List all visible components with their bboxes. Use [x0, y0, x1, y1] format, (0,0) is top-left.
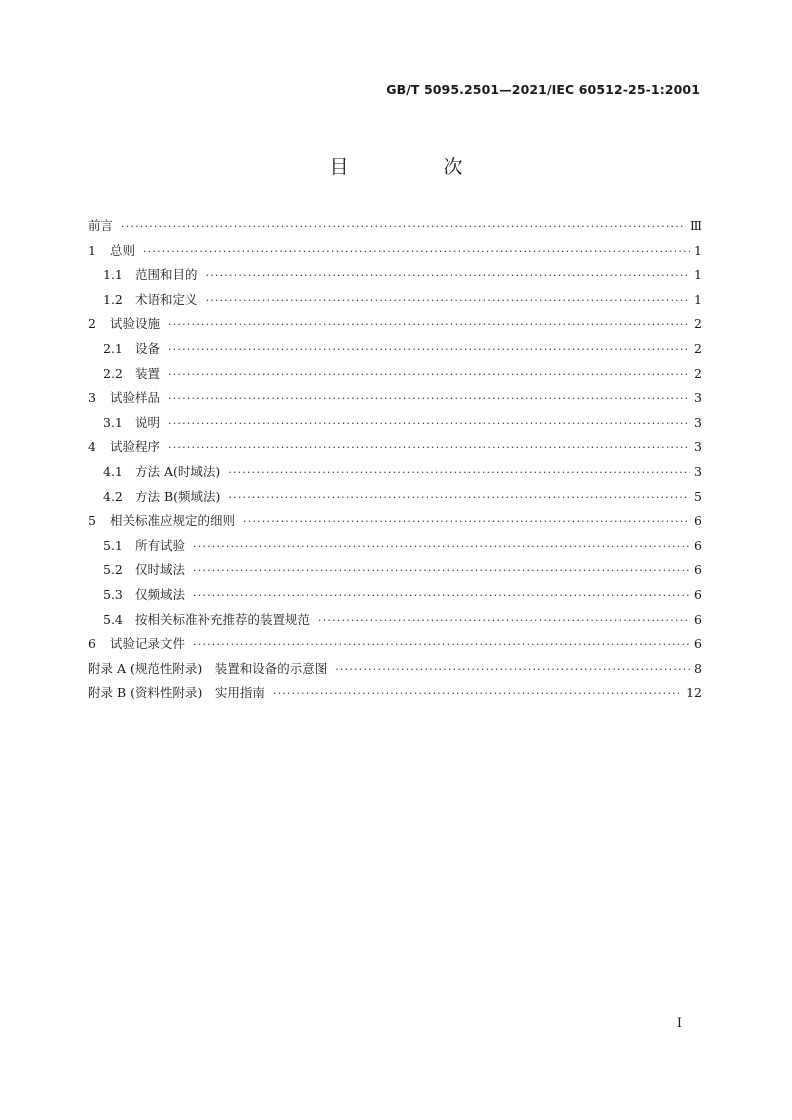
toc-entry-number: 1	[88, 242, 96, 258]
toc-entry-label: 术语和定义	[135, 291, 198, 307]
dot-leader	[168, 412, 690, 437]
toc-entry-number: 3.1	[103, 414, 123, 430]
toc-entry-number: 5.4	[103, 611, 123, 627]
toc-entry[interactable]	[88, 411, 702, 436]
toc-entry-page: 6	[694, 636, 702, 652]
toc-entry[interactable]	[88, 583, 702, 608]
dot-leader	[335, 658, 690, 683]
toc-entry-page: 2	[694, 316, 702, 332]
toc-entry-page: 12	[686, 685, 702, 701]
toc-entry-label: 总则	[110, 242, 136, 258]
toc-entry[interactable]	[88, 386, 702, 411]
table-of-contents	[88, 214, 702, 706]
toc-entry-number: 4.2	[103, 488, 123, 504]
toc-entry[interactable]	[88, 632, 702, 657]
dot-leader	[121, 215, 686, 240]
dot-leader	[318, 609, 690, 634]
page-title: 目 次	[329, 156, 501, 178]
toc-entry-label: 试验设施	[110, 316, 161, 332]
toc-entry-label: 方法 B(频域法)	[135, 488, 221, 504]
toc-entry-page: Ⅲ	[689, 218, 702, 233]
toc-entry-label: 仅频域法	[135, 586, 186, 602]
toc-entry-label: 试验记录文件	[110, 636, 186, 652]
toc-entry-label: 试验样品	[110, 390, 161, 406]
page-number: I	[676, 1016, 682, 1031]
toc-entry-number: 1.1	[103, 267, 123, 283]
dot-leader	[168, 338, 690, 363]
toc-entry[interactable]	[88, 214, 702, 239]
toc-entry-page: 6	[694, 562, 702, 578]
toc-entry-page: 2	[694, 340, 702, 356]
toc-entry[interactable]	[88, 534, 702, 559]
dot-leader	[143, 240, 690, 265]
toc-entry-number: 2.2	[103, 365, 123, 381]
dot-leader	[168, 436, 690, 461]
toc-entry[interactable]	[88, 239, 702, 264]
toc-entry-page: 2	[694, 365, 702, 381]
toc-entry-page: 6	[694, 586, 702, 602]
toc-entry-page: 5	[694, 488, 702, 504]
toc-entry[interactable]	[88, 460, 702, 485]
toc-entry-number: 5.2	[103, 562, 123, 578]
toc-entry-page: 3	[694, 439, 702, 455]
toc-entry[interactable]	[88, 608, 702, 633]
toc-entry-label: 试验程序	[110, 439, 161, 455]
toc-entry-number: 1.2	[103, 291, 123, 307]
dot-leader	[206, 264, 690, 289]
toc-entry-number: 5	[88, 513, 96, 529]
toc-entry-page: 6	[694, 611, 702, 627]
toc-entry-page: 1	[694, 291, 702, 307]
toc-entry-number: 3	[88, 390, 96, 406]
dot-leader	[228, 486, 690, 511]
standard-code: GB/T 5095.2501—2021/IEC 60512-25-1:2001	[386, 82, 700, 97]
toc-entry[interactable]	[88, 681, 702, 706]
toc-entry-label: 仅时域法	[135, 562, 186, 578]
dot-leader	[168, 313, 690, 338]
dot-leader	[243, 510, 690, 535]
toc-entry-label: 范围和目的	[135, 267, 198, 283]
toc-entry-number: 2	[88, 316, 96, 332]
toc-entry-label: 前言	[88, 218, 114, 233]
toc-entry-number: 4.1	[103, 463, 123, 479]
toc-entry[interactable]	[88, 509, 702, 534]
dot-leader	[168, 387, 690, 412]
toc-entry-page: 1	[694, 267, 702, 283]
toc-entry-page: 8	[694, 660, 702, 676]
toc-entry[interactable]	[88, 435, 702, 460]
toc-entry-page: 3	[694, 390, 702, 406]
dot-leader	[193, 559, 690, 584]
dot-leader	[193, 584, 690, 609]
dot-leader	[206, 289, 690, 314]
toc-entry[interactable]	[88, 312, 702, 337]
toc-entry[interactable]	[88, 337, 702, 362]
toc-entry-page: 3	[694, 414, 702, 430]
toc-entry-number: 5.3	[103, 586, 123, 602]
toc-entry-label: 相关标准应规定的细则	[110, 513, 236, 529]
dot-leader	[228, 461, 690, 486]
toc-entry-label: 附录 B (资料性附录) 实用指南	[88, 685, 265, 701]
dot-leader	[193, 535, 690, 560]
toc-entry-label: 附录 A (规范性附录) 装置和设备的示意图	[88, 660, 328, 676]
toc-entry[interactable]	[88, 485, 702, 510]
toc-entry[interactable]	[88, 288, 702, 313]
toc-entry[interactable]	[88, 558, 702, 583]
toc-entry-label: 装置	[135, 365, 161, 381]
toc-entry-number: 5.1	[103, 537, 123, 553]
toc-entry[interactable]	[88, 362, 702, 387]
toc-entry-label: 设备	[135, 340, 161, 356]
toc-entry-page: 6	[694, 537, 702, 553]
toc-entry-label: 按相关标准补充推荐的装置规范	[135, 611, 311, 627]
toc-entry-number: 4	[88, 439, 96, 455]
toc-entry-number: 2.1	[103, 340, 123, 356]
dot-leader	[168, 363, 690, 388]
toc-entry-label: 所有试验	[135, 537, 186, 553]
toc-entry-number: 6	[88, 636, 96, 652]
toc-entry[interactable]	[88, 657, 702, 682]
toc-entry-label: 方法 A(时域法)	[135, 463, 221, 479]
toc-entry-page: 6	[694, 513, 702, 529]
toc-entry[interactable]	[88, 263, 702, 288]
toc-entry-page: 1	[694, 242, 702, 258]
dot-leader	[193, 633, 690, 658]
toc-entry-label: 说明	[135, 414, 161, 430]
toc-entry-page: 3	[694, 463, 702, 479]
dot-leader	[273, 682, 682, 707]
